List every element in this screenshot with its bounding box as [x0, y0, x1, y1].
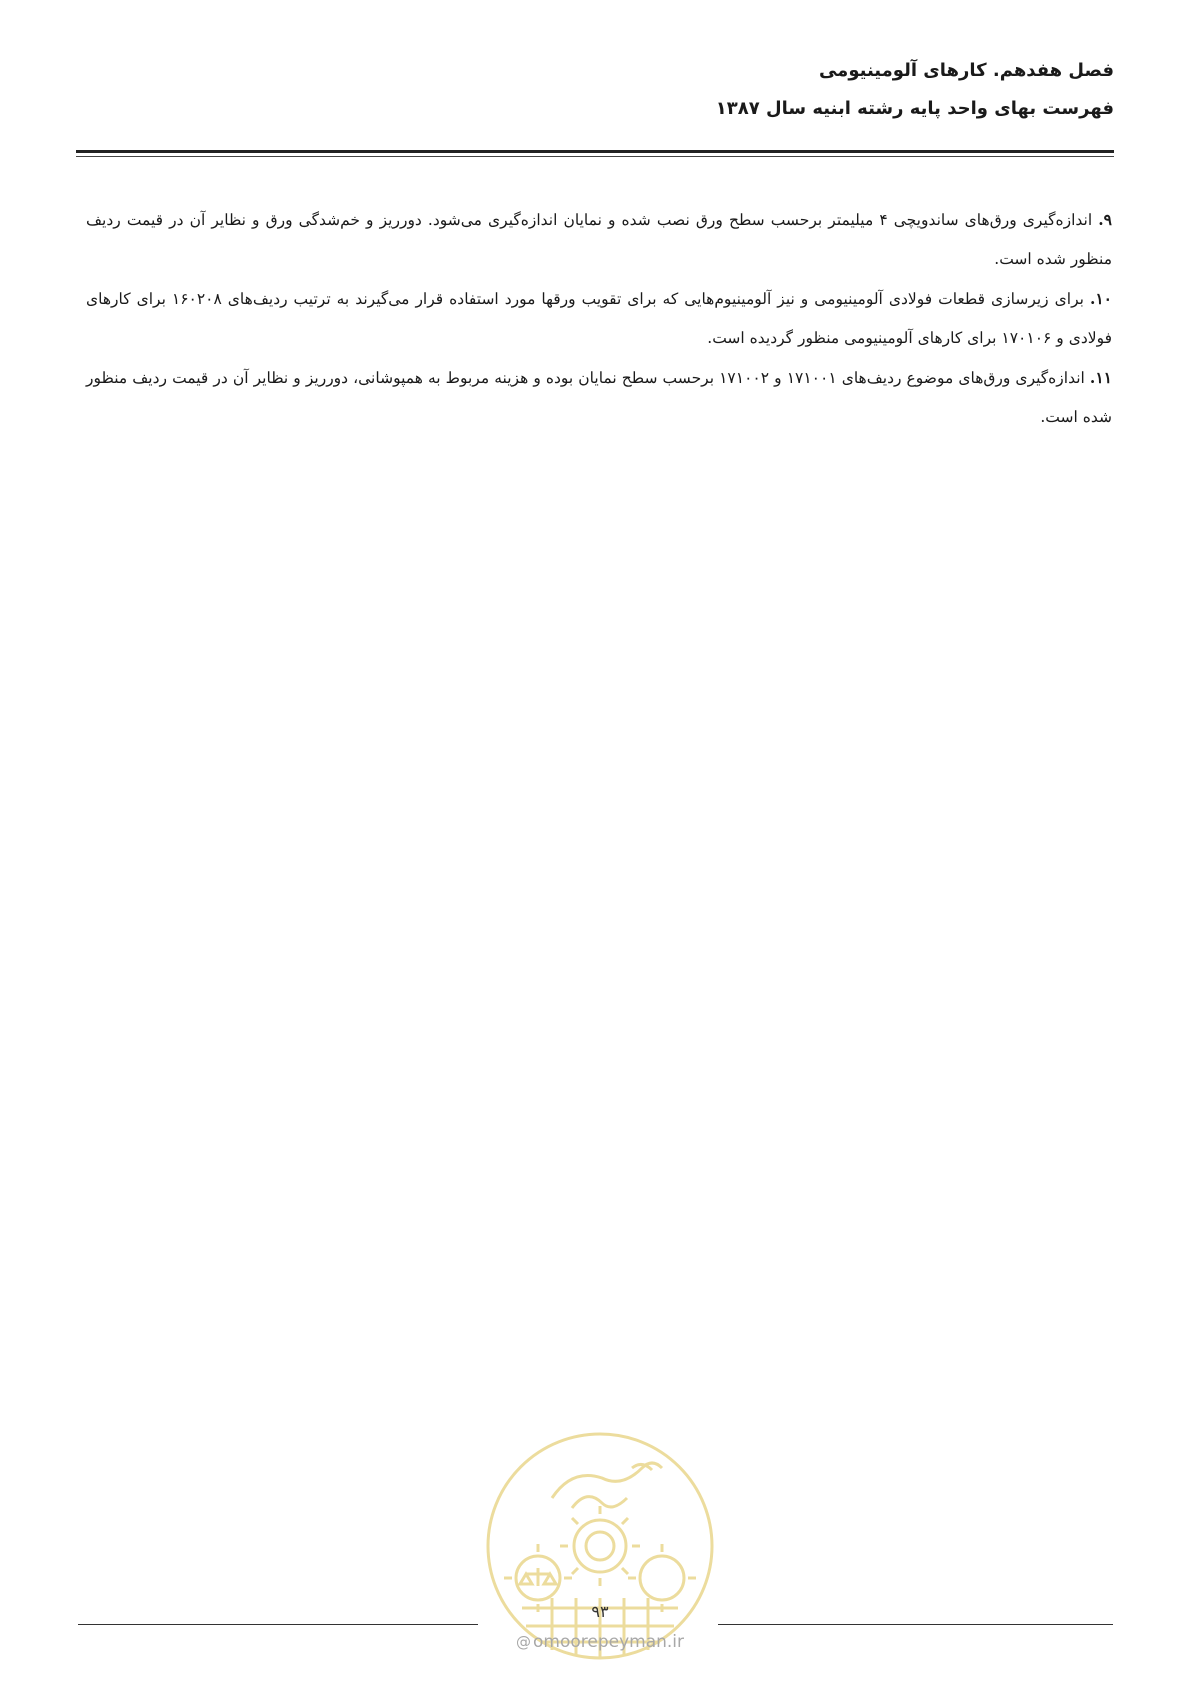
paragraph-text: برای زیرسازی قطعات فولادی آلومینیومی و نیز آلومینیوم‌هایی که برای تقویب ورقها مورد استفاده قرار می‌گیرند به ترتیب ردیف‌های ۱۶۰۲۰۸ برای کارهای فولادی و ۱۷۰۱۰۶ برای کارهای آلومینیومی منظور گردیده است. [86, 290, 1112, 347]
website-text: omoorepeyman.ir [532, 1632, 685, 1652]
footer-divider-left [78, 1624, 478, 1625]
paragraph-text: اندازه‌گیری ورق‌های موضوع ردیف‌های ۱۷۱۰۰۱ و ۱۷۱۰۰۲ برحسب سطح نمایان بوده و هزینه مربوط به همپوشانی، دورریز و نظایر آن در قیمت ردیف منظور شده است. [86, 369, 1112, 426]
at-icon: @ [515, 1633, 531, 1651]
paragraph-text: اندازه‌گیری ورق‌های ساندویچی ۴ میلیمتر برحسب سطح ورق نصب شده و نمایان اندازه‌گیری می‌شود. دورریز و خم‌شدگی ورق و نظایر آن در قیمت ردیف منظور شده است. [86, 211, 1112, 268]
paragraph-11 [86, 358, 1112, 437]
watermark-logo-icon [482, 1428, 718, 1664]
header-divider-thick [76, 150, 1114, 153]
footer-website [480, 1632, 720, 1652]
footer-divider-right [718, 1624, 1113, 1625]
paragraph-9 [86, 200, 1112, 279]
paragraph-10 [86, 279, 1112, 358]
document-subtitle: فهرست بهای واحد پایه رشته ابنیه سال ۱۳۸۷ [715, 98, 1114, 119]
page-header [76, 56, 1114, 124]
page-content [86, 200, 1112, 437]
chapter-title: فصل هفدهم. کارهای آلومینیومی [818, 60, 1114, 81]
paragraph-number: ۱۰. [1089, 289, 1112, 308]
header-divider-thin [76, 156, 1114, 157]
paragraph-number: ۹. [1098, 210, 1112, 229]
page-number: ۹۳ [591, 1602, 609, 1621]
paragraph-number: ۱۱. [1089, 368, 1112, 387]
